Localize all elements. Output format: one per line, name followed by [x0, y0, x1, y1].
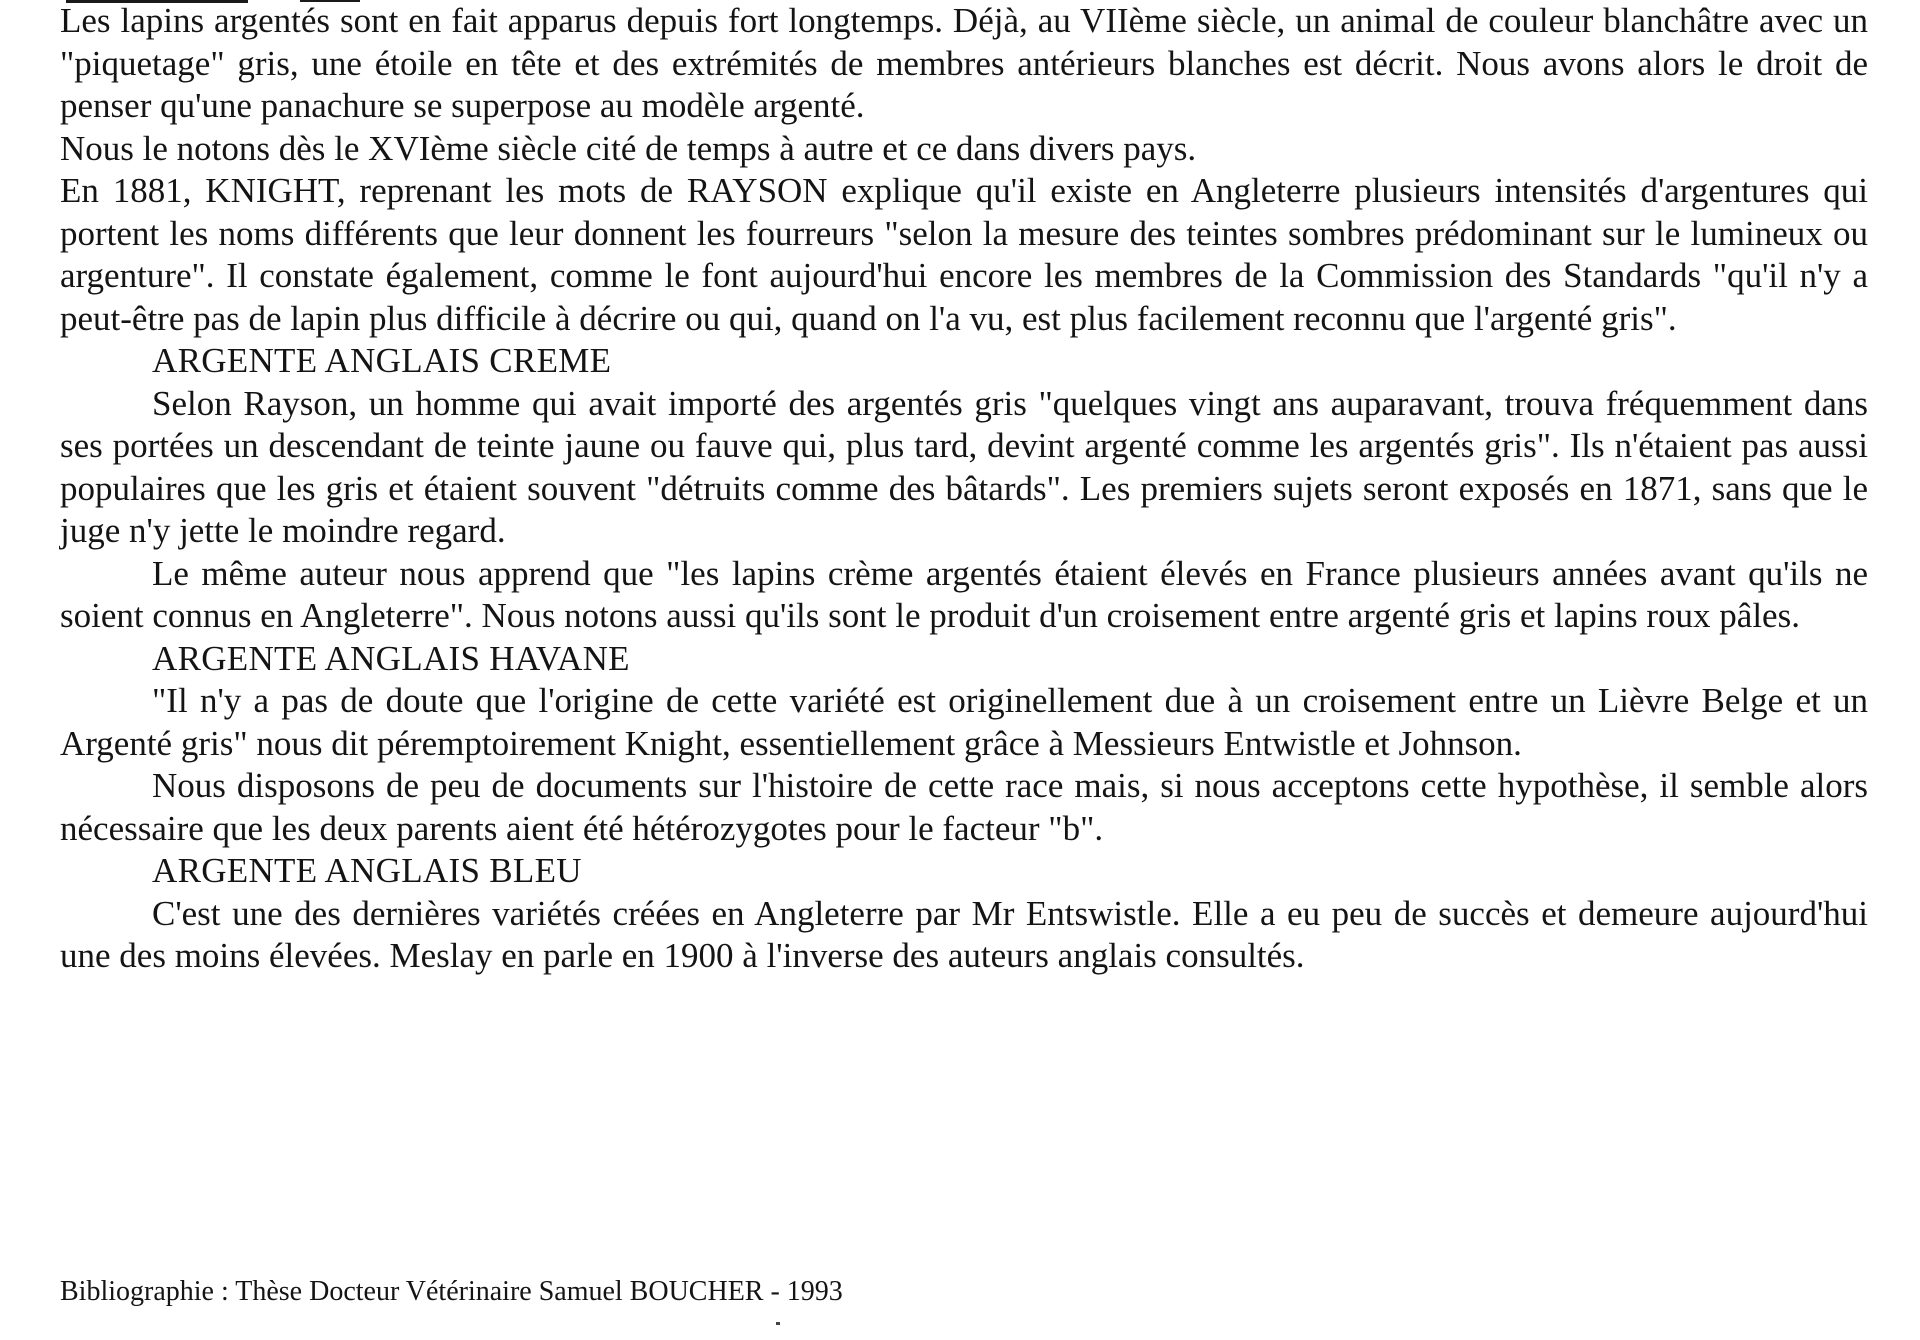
intro-paragraph-2: Nous le notons dès le XVIème siècle cité de temps à autre et ce dans divers pays. [60, 128, 1197, 168]
creme-paragraph-1: Selon Rayson, un homme qui avait importé des argentés gris "quelques vingt ans auparavant, trouva fréquemment dans ses portées un descendant de teinte jaune ou fauve qui, plus tard, devint argenté comme les argentés gris". Ils n'étaient pas aussi populaires que les gris et étaient souvent "détruits comme des bâtards". Les premiers sujets seront exposés en 1871, sans que le juge n'y jette le moindre regard. [60, 383, 1868, 550]
intro-paragraph-3: En 1881, KNIGHT, reprenant les mots de RAYSON explique qu'il existe en Angleterre plusieurs intensités d'argentures qui portent les noms différents que leur donnent les fourreurs "selon la mesure des teintes sombres prédominant sur le lumineux ou argenture". Il constate également, comme le font aujourd'hui encore les membres de la Commission des Standards "qu'il n'y a peut-être pas de lapin plus difficile à décrire ou qui, quand on l'a vu, est plus facilement reconnu que l'argenté gris". [60, 171, 1868, 338]
heading-havane: ARGENTE ANGLAIS HAVANE [152, 638, 630, 678]
havane-paragraph-2: Nous disposons de peu de documents sur l'histoire de cette race mais, si nous acceptons cette hypothèse, il semble alors nécessaire que les deux parents aient été hétérozygotes pour le facteur "b". [60, 766, 1868, 848]
scan-speck [776, 1322, 780, 1325]
document-body [60, 0, 1868, 978]
creme-paragraph-2: Le même auteur nous apprend que "les lapins crème argentés étaient élevés en France plusieurs années avant qu'ils ne soient connus en Angleterre". Nous notons aussi qu'ils sont le produit d'un croisement entre argenté gris et lapins roux pâles. [60, 553, 1868, 635]
havane-paragraph-1: "Il n'y a pas de doute que l'origine de cette variété est originellement due à un croisement entre un Lièvre Belge et un Argenté gris" nous dit péremptoirement Knight, essentiellement grâce à Messieurs Entwistle et Johnson. [60, 681, 1868, 763]
bleu-paragraph-1: C'est une des dernières variétés créées en Angleterre par Mr Entswistle. Elle a eu peu de succès et demeure aujourd'hui une des moins élevées. Meslay en parle en 1900 à l'inverse des auteurs anglais consultés. [60, 893, 1868, 975]
bibliography-line: Bibliographie : Thèse Docteur Vétérinaire Samuel BOUCHER - 1993 [60, 1276, 843, 1307]
intro-paragraph-1: Les lapins argentés sont en fait apparus depuis fort longtemps. Déjà, au VIIème siècle, un animal de couleur blanchâtre avec un "piquetage" gris, une étoile en tête et des extrémités de membres antérieurs blanches est décrit. Nous avons alors le droit de penser qu'une panachure se superpose au modèle argenté. [60, 1, 1868, 125]
heading-bleu: ARGENTE ANGLAIS BLEU [152, 851, 582, 890]
heading-creme: ARGENTE ANGLAIS CREME [152, 341, 612, 380]
